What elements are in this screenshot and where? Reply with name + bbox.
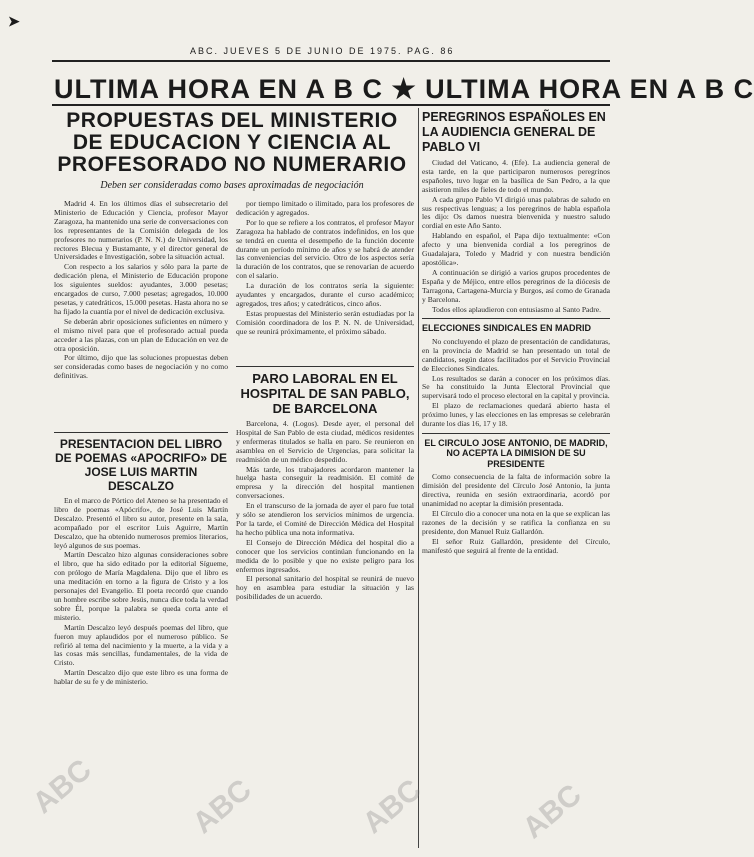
abc-watermark: ABC [26,753,98,821]
paragraph: El plazo de reclamaciones quedará abierto hasta el próximo lunes, y las elecciones en las empresas se celebrarán durante los días 16, 17 y 18. [422,401,610,429]
paragraph: Estas propuestas del Ministerio serán estudiadas por la Comisión coordinadora de los P. N. N. de Universidad, que se reunirá próximamente, el próximo sábado. [236,308,414,336]
paragraph: El señor Ruiz Gallardón, presidente del Círculo, manifestó que seguirá al frente de la entidad. [422,536,610,555]
peregrinos-title: PEREGRINOS ESPAÑOLES EN LA AUDIENCIA GENERAL DE PABLO VI [422,110,606,154]
paro-article [236,362,414,848]
abc-watermark: ABC [516,778,588,846]
column-divider [418,108,419,848]
paragraph: Martín Descalzo dijo que este libro es una forma de hablar de su fe y de ministerio. [54,668,228,687]
banner-rule [52,104,610,106]
paragraph: Por lo que se refiere a los contratos, el profesor Mayor Zaragoza ha hablado de contratos indefinidos, en los que se tendrá en cuenta el desempeño de la función docente durante un período mínimo de años y se habrá de atender las conveniencias del servicio. Otro de los aspectos sería la duración de los contratos, que se renovarían de acuerdo con el salario. [236,217,414,281]
paragraph: El Círculo dio a conocer una nota en la que se explican las razones de la decisión y se ratifica la confianza en su presidente, don Manuel Ruiz Gallardón. [422,509,610,536]
paragraph: Martín Descalzo hizo algunas consideraciones sobre el libro, que ha sido editado por la editorial Sígueme, con prólogo de María Magdalena. Dijo que el libro es una meditación en torno a la figura de Cristo y a los personajes del Evangelio. El poeta recordó que cuando un hombre escribe sobre Jesús, nunca dice toda la verdad sobre Él, porque la palabra se queda corta ante el misterio. [54,550,228,622]
paragraph: Se deberán abrir oposiciones suficientes en número y el mismo nivel para que el profesorado actual pueda acceder a las plazas, con un plan de Educación en vez de otra oposición. [54,316,228,353]
divider [422,318,610,319]
page-header: ABC. JUEVES 5 DE JUNIO DE 1975. PAG. 86 [190,46,455,56]
corner-arrow-icon: ➤ [8,15,20,30]
main-article-col1 [54,200,228,422]
paragraph: Barcelona, 4. (Logos). Desde ayer, el personal del Hospital de San Pablo de esta ciudad, médicos residentes y enfermeras titulados se halla en paro. Se reunieron en asamblea en el Servicio de Urgencias, para solicitar la readmisión de un médico despedido. [236,419,414,464]
poemas-title: PRESENTACION DEL LIBRO DE POEMAS «APOCRIFO» DE JOSE LUIS MARTIN DESCALZO [54,437,228,493]
main-subtitle: Deben ser consideradas como bases aproximadas de negociación [100,180,364,191]
paragraph: por tiempo limitado o ilimitado, para los profesores de dedicación y agregados. [236,199,414,217]
main-article-col2 [236,200,414,360]
main-title: PROPUESTAS DEL MINISTERIO DE EDUCACION Y CIENCIA AL PROFESORADO NO NUMERARIO [57,109,407,176]
right-column [422,108,610,848]
paragraph: Más tarde, los trabajadores acordaron mantener la huelga hasta conseguir la readmisión. El comité de empresa y la dirección del hospital mantienen conversaciones. [236,464,414,501]
divider [54,432,228,433]
paragraph: El personal sanitario del hospital se reunirá de nuevo hoy en asamblea para estudiar la situación y las posibilidades de un acuerdo. [236,574,414,602]
header-rule [52,60,610,62]
paragraph: Por último, dijo que las soluciones propuestas deben ser consideradas como bases de negociación y no como definitivas. [54,353,228,381]
paragraph: Martín Descalzo leyó después poemas del libro, que fueron muy aplaudidos por el numeroso público. Se refirió al tema del nacimiento y la muerte, a la vida y a las cosas más sencillas, fundamentales, de la vida de Cristo. [54,622,228,668]
paragraph: En el marco de Pórtico del Ateneo se ha presentado el libro de poemas «Apócrifo», de José Luis Martín Descalzo. Presentó el libro su autor, presente en la sala, acompañado por el escritor Luis Aguirre, Martín Descalzo, que ha obtenido numerosos premios literarios, leyó algunos de sus poemas. [54,496,228,550]
divider [236,366,414,367]
paragraph: No concluyendo el plazo de presentación de candidaturas, en la provincia de Madrid se han presentado un total de candidatos, según datos facilitados por el Servicio Provincial de Elecciones Sindicales. [422,336,610,373]
elecciones-title: ELECCIONES SINDICALES EN MADRID [422,323,592,334]
paragraph: Como consecuencia de la falta de información sobre la dimisión del presidente del Círculo José Antonio, la junta directiva, reunida en sesión extraordinaria, acordó por unanimidad no aceptar la dimisión presentada. [422,472,610,509]
paragraph: Madrid 4. En los últimos días el subsecretario del Ministerio de Educación y Ciencia, profesor Mayor Zaragoza, ha mantenido una serie de conversaciones con los representantes de la Comisión delegada de los profesores no numerarios (P. N. N.) de Universidad, los rectores Blecua y Bustamante, y el director general de Universidades e Investigación, sobre la situación actual. [54,199,228,262]
paragraph: Con respecto a los salarios y sólo para la parte de dedicación plena, el Ministerio de Educación propone los siguientes sueldos: ayudantes, 3.000 pesetas; encargados de curso, 7.000 pesetas; agregados, 10.000 pesetas, y catedráticos, 15.000 pesetas. Hasta ahora no se ha fijado la cuantía por el nivel de dedicación exclusiva. [54,262,228,316]
divider [422,433,610,434]
paragraph: Hablando en español, el Papa dijo textualmente: «Con afecto y una bienvenida cordial a los peregrinos de Guadalajara, Toledo y Madrid y con nuestra bendición apostólica». [422,231,610,267]
paragraph: El Consejo de Dirección Médica del hospital dio a conocer que los servicios continúan funcionando en la medida de lo posible y que no existe peligro para los enfermos ingresados. [236,537,414,574]
paragraph: En el transcurso de la jornada de ayer el paro fue total y sólo se atendieron los servicios mínimos de urgencia. Por la tarde, el Comité de Dirección Médica del Hospital ha hecho pública una nota informativa. [236,501,414,537]
paragraph: Ciudad del Vaticano, 4. (Efe). La audiencia general de esta tarde, en la que participaron numerosos peregrinos españoles, tuvo lugar en la basílica de San Pedro, a la que asistieron miles de fieles de todo el mundo. [422,158,610,194]
paragraph: Todos ellos aplaudieron con entusiasmo al Santo Padre. [432,304,602,314]
abc-watermark: ABC [186,773,258,841]
abc-watermark: ABC [356,773,428,841]
paragraph: La duración de los contratos sería la siguiente: ayudantes y encargados, durante el curso académico; agregados, tres años; y catedráticos, cinco años. [236,281,414,308]
circulo-title: EL CIRCULO JOSE ANTONIO, DE MADRID, NO ACEPTA LA DIMISION DE SU PRESIDENTE [424,437,608,469]
paragraph: A cada grupo Pablo VI dirigió unas palabras de saludo en sus respectivas lenguas; a los peregrinos de habla española les dijo: Os damos nuestra bienvenida y nuestro saludo cordial en este Año Santo. [422,194,610,231]
paro-title: PARO LABORAL EN EL HOSPITAL DE SAN PABLO, DE BARCELONA [240,371,410,416]
paragraph: Los resultados se darán a conocer en los próximos días. Se ha constituido la Junta Electoral Provincial que supervisará todo el proceso electoral en la capital y provincia. [422,373,610,401]
paragraph: A continuación se dirigió a varios grupos procedentes de España y de Méjico, entre ellos peregrinos de la diócesis de Tarragona, Cartagena-Murcia y Burgos, así como de Granada y Barcelona. [422,267,610,304]
banner: ULTIMA HORA EN A B C ★ ULTIMA HORA EN A B C [54,74,754,104]
main-headline-block [52,110,412,198]
